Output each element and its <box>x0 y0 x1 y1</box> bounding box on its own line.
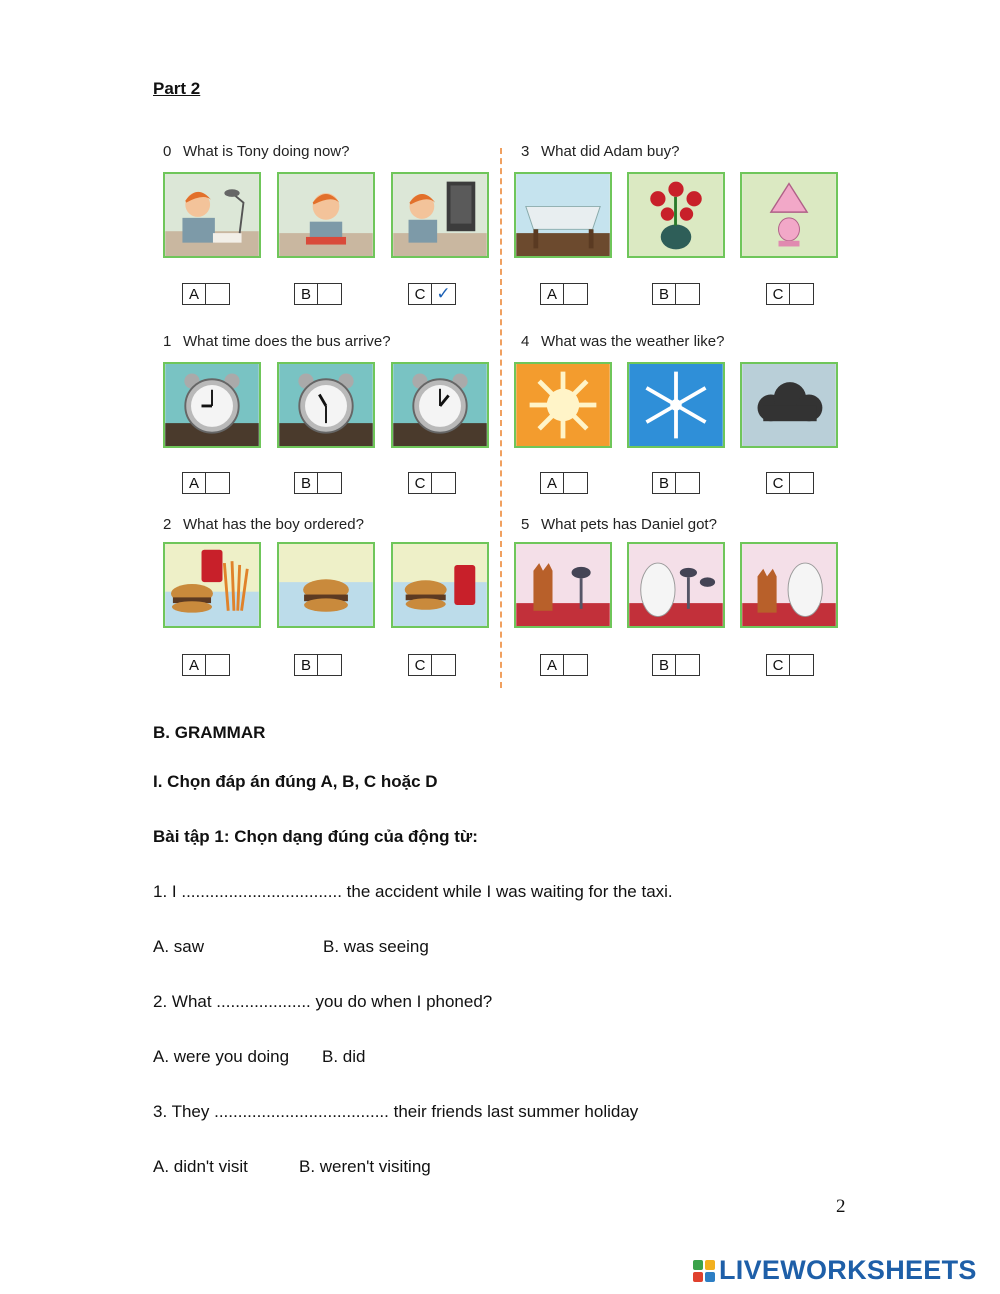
picture-4c-cloudy <box>740 362 838 448</box>
picture-0a-reading <box>163 172 261 258</box>
picture-4a-sunny <box>514 362 612 448</box>
grammar-question-1: 1. I .................................. the accident while I was waiting for the taxi. <box>153 882 673 901</box>
answer-3-b[interactable]: B <box>652 283 700 305</box>
answer-3-c[interactable]: C <box>766 283 814 305</box>
answer-5-c[interactable]: C <box>766 654 814 676</box>
answer-5-b[interactable]: B <box>652 654 700 676</box>
answer-0-c[interactable]: C ✓ <box>408 283 456 305</box>
picture-0b-daydreaming <box>277 172 375 258</box>
question-3-label: 3 What did Adam buy? <box>521 143 680 160</box>
picture-3a-table <box>514 172 612 258</box>
column-divider <box>500 148 502 688</box>
grammar-instruction: I. Chọn đáp án đúng A, B, C hoặc D <box>153 772 438 791</box>
picture-4b-snowy <box>627 362 725 448</box>
liveworksheets-logo-icon <box>693 1260 715 1282</box>
grammar-section-title: B. GRAMMAR <box>153 723 266 742</box>
grammar-question-1-option-b[interactable]: B. was seeing <box>323 937 429 956</box>
answer-1-b[interactable]: B <box>294 472 342 494</box>
picture-0c-computer <box>391 172 489 258</box>
grammar-question-2-option-a[interactable]: A. were you doing <box>153 1047 290 1066</box>
grammar-question-1-option-a[interactable]: A. saw <box>153 937 205 956</box>
answer-0-a[interactable]: A <box>182 283 230 305</box>
answer-2-a[interactable]: A <box>182 654 230 676</box>
picture-5c-cat-dog <box>740 542 838 628</box>
answer-4-a[interactable]: A <box>540 472 588 494</box>
picture-1b-clock <box>277 362 375 448</box>
picture-2a-burger-fries-cola <box>163 542 261 628</box>
page-number: 2 <box>836 1196 846 1217</box>
picture-5b-dog-birds <box>627 542 725 628</box>
check-icon: ✓ <box>436 284 451 303</box>
grammar-question-2-option-b[interactable]: B. did <box>322 1047 366 1066</box>
answer-4-c[interactable]: C <box>766 472 814 494</box>
question-1-label: 1 What time does the bus arrive? <box>163 333 391 350</box>
part-title: Part 2 <box>153 79 201 98</box>
answer-2-b[interactable]: B <box>294 654 342 676</box>
question-4-label: 4 What was the weather like? <box>521 333 725 350</box>
grammar-question-3-option-a[interactable]: A. didn't visit <box>153 1157 248 1176</box>
logo-text: LIVEWORKSHEETS <box>719 1255 977 1285</box>
answer-3-a[interactable]: A <box>540 283 588 305</box>
liveworksheets-logo[interactable] <box>693 1255 977 1286</box>
question-2-label: 2 What has the boy ordered? <box>163 516 364 533</box>
picture-3c-lamp <box>740 172 838 258</box>
answer-5-a[interactable]: A <box>540 654 588 676</box>
answer-0-b[interactable]: B <box>294 283 342 305</box>
question-5-label: 5 What pets has Daniel got? <box>521 516 717 533</box>
answer-1-a[interactable]: A <box>182 472 230 494</box>
picture-2b-burger <box>277 542 375 628</box>
question-0-label: 0 What is Tony doing now? <box>163 143 350 160</box>
answer-1-c[interactable]: C <box>408 472 456 494</box>
picture-1a-clock <box>163 362 261 448</box>
picture-2c-burger-cola <box>391 542 489 628</box>
picture-5a-cat-bird <box>514 542 612 628</box>
grammar-question-2: 2. What .................... you do when I phoned? <box>153 992 493 1011</box>
grammar-question-3: 3. They ..................................... their friends last summer holiday <box>153 1102 639 1121</box>
answer-2-c[interactable]: C <box>408 654 456 676</box>
answer-4-b[interactable]: B <box>652 472 700 494</box>
exercise-title: Bài tập 1: Chọn dạng đúng của động từ: <box>153 827 478 846</box>
grammar-question-3-option-b[interactable]: B. weren't visiting <box>299 1157 431 1176</box>
picture-3b-flowers <box>627 172 725 258</box>
picture-1c-clock <box>391 362 489 448</box>
